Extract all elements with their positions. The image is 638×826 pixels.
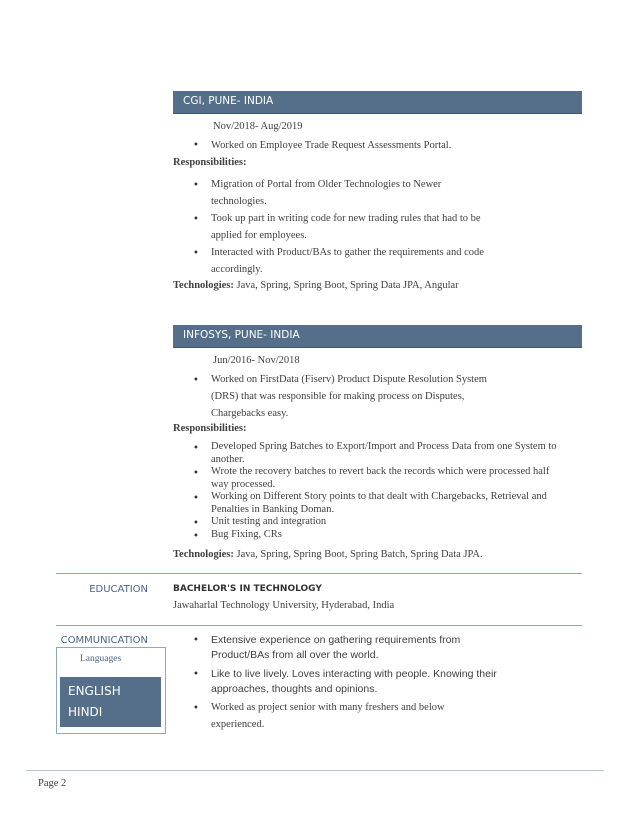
bullet-icon: • xyxy=(193,635,199,646)
cgi-resp-item xyxy=(211,176,441,210)
line: Took up part in writing code for new trading rules that had to be xyxy=(211,213,481,224)
cgi-technologies xyxy=(173,280,459,291)
line: (DRS) that was responsible for making process on Disputes, xyxy=(211,391,465,402)
page-number: Page 2 xyxy=(38,778,67,789)
bullet-icon: • xyxy=(193,531,199,542)
bullet-icon: • xyxy=(193,180,199,191)
line: Extensive experience on gathering requirements from xyxy=(211,634,461,646)
cgi-header-bar xyxy=(173,91,582,114)
communication-point xyxy=(211,633,460,663)
section-divider xyxy=(56,573,582,574)
line: Chargebacks easy. xyxy=(211,408,289,419)
education-degree: BACHELOR'S IN TECHNOLOGY xyxy=(173,584,322,594)
bullet-icon: • xyxy=(193,214,199,225)
line: Product/BAs from all over the world. xyxy=(211,649,379,661)
infosys-header: INFOSYS, PUNE- INDIA xyxy=(183,329,300,341)
communication-label: COMMUNICATION xyxy=(60,635,148,646)
bullet-icon: • xyxy=(193,518,199,529)
line: Developed Spring Batches to Export/Import and Process Data from one System to xyxy=(211,441,557,452)
cgi-responsibilities-heading: Responsibilities: xyxy=(173,157,247,168)
line: accordingly. xyxy=(211,264,263,275)
cgi-resp-item xyxy=(211,244,484,278)
bullet-icon: • xyxy=(193,140,199,151)
line: experienced. xyxy=(211,719,265,730)
line: Wrote the recovery batches to revert back the records which were processed half xyxy=(211,466,550,477)
bullet-icon: • xyxy=(193,493,199,504)
infosys-intro xyxy=(211,371,487,422)
tech-list: Java, Spring, Spring Boot, Spring Data JPA, Angular xyxy=(236,280,459,291)
line: approaches, thoughts and opinions. xyxy=(211,683,378,695)
communication-point xyxy=(211,667,497,697)
bullet-icon: • xyxy=(193,375,199,386)
line: Like to live lively. Loves interacting with people. Knowing their xyxy=(211,668,497,680)
line: Migration of Portal from Older Technologies to Newer xyxy=(211,179,442,190)
line: Interacted with Product/BAs to gather the requirements and code xyxy=(211,247,484,258)
infosys-resp-item xyxy=(211,491,547,516)
section-divider xyxy=(56,625,582,626)
bullet-icon: • xyxy=(193,248,199,259)
line: applied for employees. xyxy=(211,230,307,241)
infosys-header-bar xyxy=(173,325,582,348)
education-university: Jawaharlal Technology University, Hyderabad, India xyxy=(173,600,395,611)
line: Working on Different Story points to that dealt with Chargebacks, Retrieval and xyxy=(211,491,547,502)
line: Penalties in Banking Doman. xyxy=(211,503,335,515)
line: Worked as project senior with many freshers and below xyxy=(211,702,445,713)
tech-list: Java, Spring, Spring Boot, Spring Batch, Spring Data JPA. xyxy=(236,549,483,560)
infosys-resp-item: Unit testing and integration xyxy=(211,516,327,527)
infosys-responsibilities-heading: Responsibilities: xyxy=(173,423,247,434)
infosys-resp-item xyxy=(211,466,549,491)
cgi-intro: Worked on Employee Trade Request Assessments Portal. xyxy=(211,140,452,151)
infosys-resp-item: Bug Fixing, CRs xyxy=(211,529,282,540)
line: another. xyxy=(211,453,245,465)
tech-label: Technologies: xyxy=(173,549,234,560)
communication-point xyxy=(211,699,445,733)
bullet-icon: • xyxy=(193,669,199,680)
bullet-icon: • xyxy=(193,468,199,479)
line: way processed. xyxy=(211,478,276,490)
bullet-icon: • xyxy=(193,703,199,714)
cgi-resp-item xyxy=(211,210,481,244)
language-english: ENGLISH xyxy=(68,684,121,698)
bullet-icon: • xyxy=(193,443,199,454)
infosys-dates: Jun/2016- Nov/2018 xyxy=(213,355,300,366)
tech-label: Technologies: xyxy=(173,280,234,291)
education-label: EDUCATION xyxy=(89,584,148,595)
infosys-technologies xyxy=(173,549,483,560)
line: Worked on FirstData (Fiserv) Product Dispute Resolution System xyxy=(211,374,487,385)
line: technologies. xyxy=(211,196,267,207)
languages-label: Languages xyxy=(80,654,122,664)
infosys-resp-item xyxy=(211,441,557,466)
cgi-header: CGI, PUNE- INDIA xyxy=(183,95,274,107)
cgi-dates: Nov/2018- Aug/2019 xyxy=(213,121,303,132)
language-hindi: HINDI xyxy=(68,705,103,719)
footer-rule xyxy=(26,770,604,771)
